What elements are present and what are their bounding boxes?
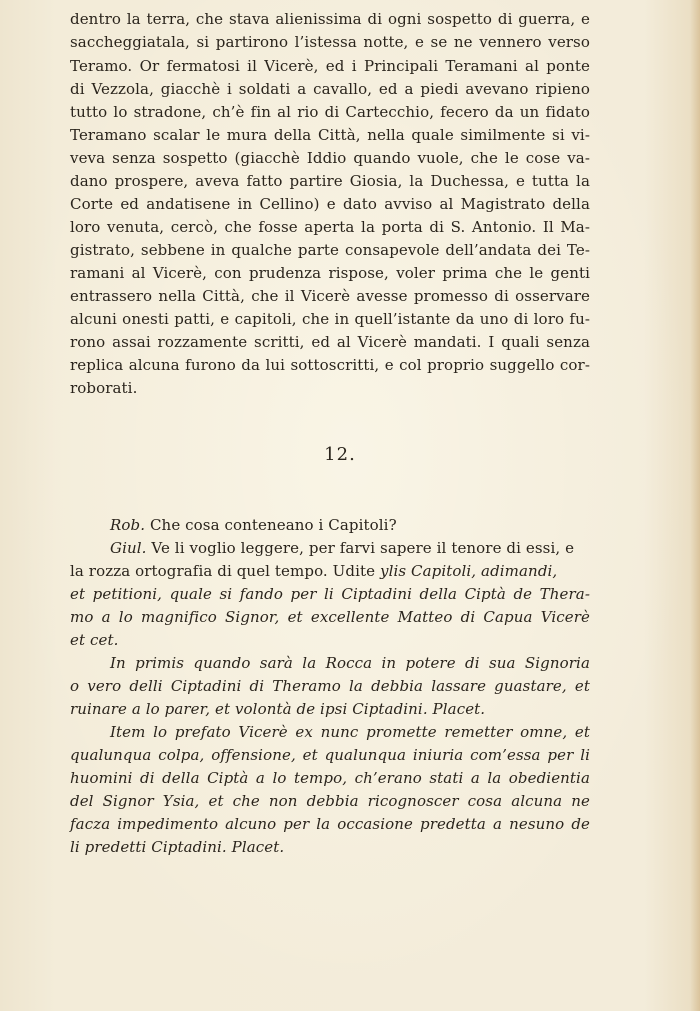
section-number: 12. (324, 444, 356, 465)
quote-line: huomini di della Ciptà a lo tempo, ch’erano stati a la obedientia (70, 769, 590, 787)
text-line: di Vezzola, giacchè i soldati a cavallo, ed a piedi avevano ripieno (70, 80, 590, 98)
giul-answer-cont: la rozza ortografia di quel tempo. Udite (70, 562, 376, 580)
rob-question: Che cosa conteneano i Capitoli? (149, 516, 397, 534)
text-line: tutto lo stradone, ch’è fin al rio di Cartecchio, fecero da un fidato (70, 103, 590, 121)
quoted-title-start: ylis Capitoli, adimandi, (380, 562, 558, 580)
text-line: ramani al Vicerè, con prudenza rispose, voler prima che le genti (70, 264, 590, 282)
text-line: roborati. (70, 379, 138, 397)
dialogue-line-giul-2 (70, 561, 590, 581)
text-line: Corte ed andatisene in Cellino) e dato avviso al Magistrato della (70, 195, 590, 213)
text-line: dano prospere, aveva fatto partire Giosia, la Duchessa, e tutta la (70, 172, 590, 190)
text-line: alcuni onesti patti, e capitoli, che in quell’istante da uno di loro fu- (70, 310, 590, 328)
quote-line: ruinare a lo parer, et volontà de ipsi Ciptadini. Placet. (70, 700, 486, 718)
quote-line: facza impedimento alcuno per la occasione predetta a nesuno de (70, 815, 590, 833)
text-line: Teramano scalar le mura della Città, nella quale similmente si vi- (70, 126, 590, 144)
text-line: gistrato, sebbene in qualche parte consapevole dell’andata dei Te- (70, 241, 590, 259)
text-line: entrassero nella Città, che il Vicerè avesse promesso di osservare (70, 287, 590, 305)
text-line: loro venuta, cercò, che fosse aperta la porta di S. Antonio. Il Ma- (70, 218, 590, 236)
giul-answer: Ve li voglio leggere, per farvi sapere il tenore di essi, e (151, 539, 575, 557)
quote-line: In primis quando sarà la Rocca in potere di sua Signoria (110, 654, 590, 672)
quote-line: o vero delli Ciptadini di Theramo la debbia lassare guastare, et (70, 677, 590, 695)
quote-line: del Signor Ysia, et che non debbia ricognoscer cosa alcuna ne (70, 792, 590, 810)
quote-line: et petitioni, quale si fando per li Ciptadini della Ciptà de Thera- (70, 585, 590, 603)
text-line: rono assai rozzamente scritti, ed al Vicerè mandati. I quali senza (70, 333, 590, 351)
text-line: replica alcuna furono da lui sottoscritti, e col proprio suggello cor- (70, 356, 590, 374)
quote-line: li predetti Ciptadini. Placet. (70, 838, 285, 856)
speaker-rob: Rob. (110, 516, 146, 534)
text-line: dentro la terra, che stava alienissima di ogni sospetto di guerra, e (70, 10, 590, 28)
text-line: veva senza sospetto (giacchè Iddio quando vuole, che le cose va- (70, 149, 590, 167)
dialogue-line-rob (110, 515, 590, 535)
page-edge-shadow (690, 0, 700, 1011)
quote-line: mo a lo magnifico Signor, et excellente Matteo di Capua Vicerè (70, 608, 590, 626)
dialogue-line-giul (110, 538, 590, 558)
speaker-giul: Giul. (110, 539, 147, 557)
text-line: Teramo. Or fermatosi il Vicerè, ed i Principali Teramani al ponte (70, 57, 590, 75)
quote-line: qualunqua colpa, offensione, et qualunqua iniuria com’essa per li (70, 746, 590, 764)
text-line: saccheggiatala, si partirono l’istessa notte, e se ne vennero verso (70, 33, 590, 51)
quote-line: et cet. (70, 631, 119, 649)
quote-line: Item lo prefato Vicerè ex nunc promette remetter omne, et (110, 723, 590, 741)
